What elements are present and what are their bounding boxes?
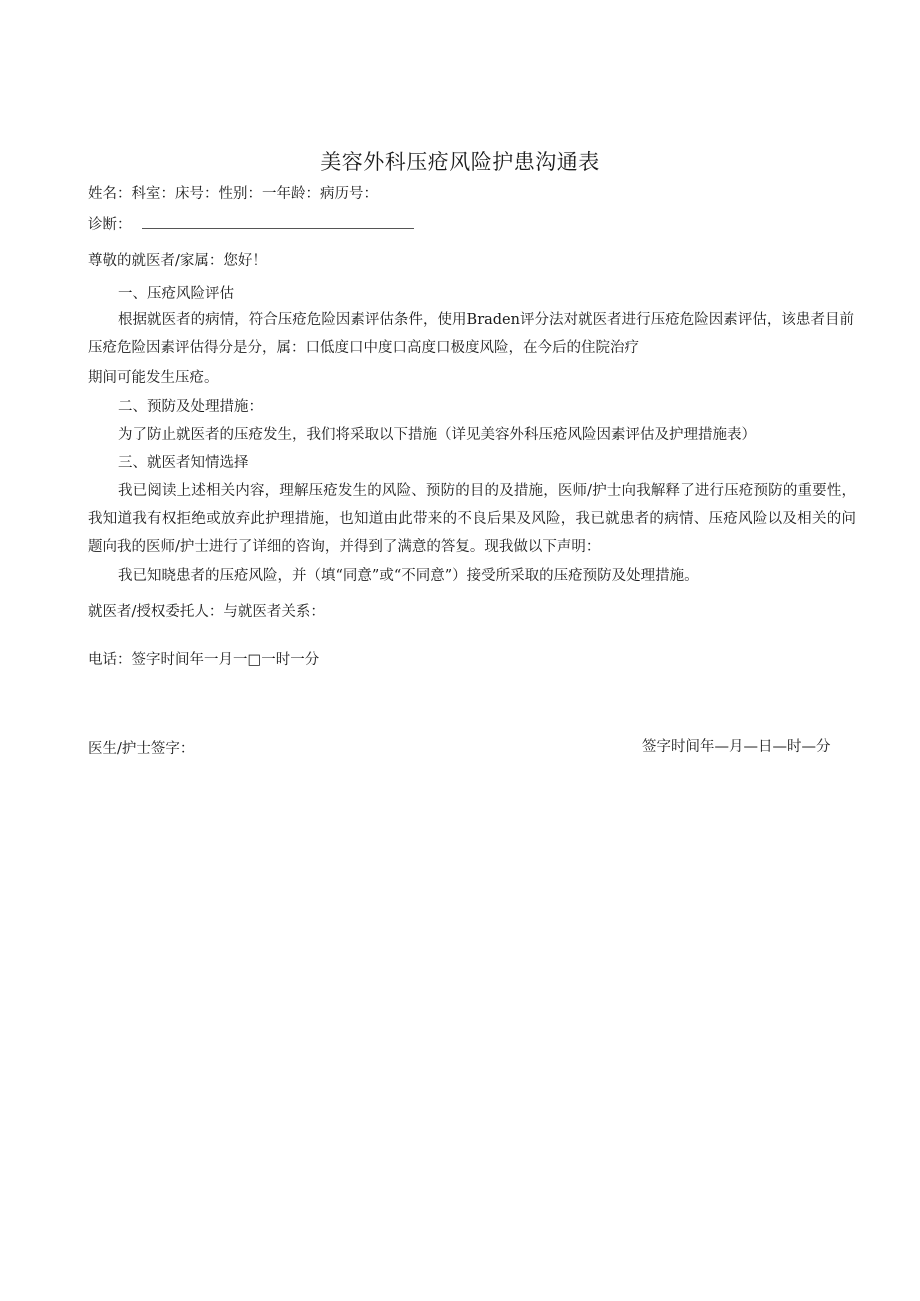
section2-heading: 二、预防及处理措施： xyxy=(118,399,263,415)
section3-text: 我已阅读上述相关内容，理解压疮发生的风险、预防的目的及措施，医师/护士向我解释了进行压疮预防的重要性，我知道我有权拒绝或放弃此护理措施，也知道由此带来的不良后果及风险，我已就患者的病情、压疮风险以及相关的问题向我的医师/护士进行了详细的咨询，并得到了满意的答复。现我做以下声明： xyxy=(88,483,856,555)
diagnosis-label: 诊断： xyxy=(88,217,132,233)
section1-text-b: 期间可能发生压疮。 xyxy=(88,370,219,386)
doctor-sign-time: 签字时间年—月—日—时—分 xyxy=(642,739,831,755)
section2-text: 为了防止就医者的压疮发生，我们将采取以下措施（详见美容外科压疮风险因素评估及护理措施表） xyxy=(118,427,756,443)
diagnosis-blank xyxy=(142,216,414,229)
section1-text-a: 根据就医者的病情，符合压疮危险因素评估条件，使用Braden评分法对就医者进行压疮危险因素评估，该患者目前压疮危险因素评估得分是分，属：口低度口中度口高度口极度风险，在今后的住院治疗 xyxy=(88,312,854,356)
section3-heading: 三、就医者知情选择 xyxy=(118,455,249,471)
section1-heading: 一、压疮风险评估 xyxy=(118,286,234,302)
patient-info-line: 姓名：科室：床号：性别：一年龄：病历号： xyxy=(88,186,378,202)
document-title: 美容外科压疮风险护患沟通表 xyxy=(320,150,600,174)
greeting: 尊敬的就医者/家属：您好！ xyxy=(88,253,267,269)
phone-sign-time-line: 电话：签字时间年一月一□一时一分 xyxy=(88,652,320,668)
diagnosis-line xyxy=(88,215,414,235)
doctor-signature-label: 医生/护士签字： xyxy=(88,741,195,757)
patient-signature-line: 就医者/授权委托人：与就医者关系： xyxy=(88,604,325,620)
declaration-text: 我已知晓患者的压疮风险，并（填“同意”或“不同意”）接受所采取的压疮预防及处理措施。 xyxy=(118,568,699,584)
